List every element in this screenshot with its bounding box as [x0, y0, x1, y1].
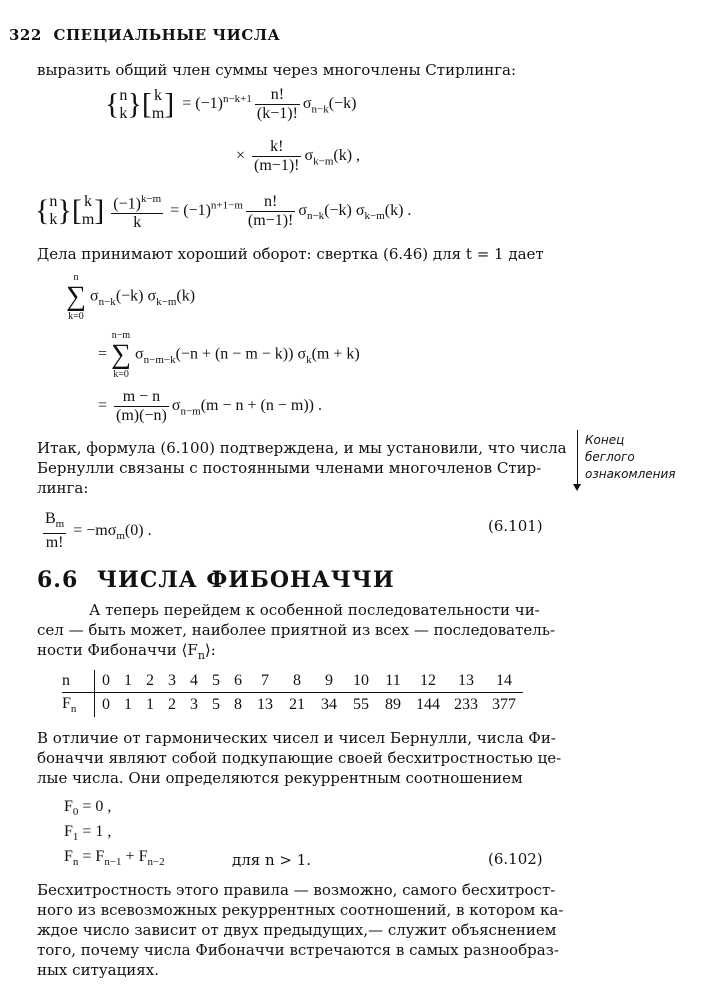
paragraph-final — [37, 880, 563, 980]
equation-stirling-1: {n k}[ k $m] = (-1)^{n-k+1}$ $\frac{n!}{(k-1)!}$ $\sigma_{n-k}(-k)$ — [105, 86, 357, 122]
margin-note-line: беглого — [585, 450, 635, 464]
equation-sum-3: = $\frac{m - n}{(m)(-n)}$ $\sigma_{n-m}(m - n + (n - m))$ . — [98, 388, 322, 424]
running-title: СПЕЦИАЛЬНЫЕ ЧИСЛА — [53, 26, 281, 44]
equation-stirling-3: {n k}[ k m] $\frac{(-1)^{k-m}}{k}$ = $(-1)^{n+1-m}$ $\frac{n!}{(m-1)!}$ $\sigma_{n-k}(-k)$ $\sigma_{k-m}(k)$ . — [35, 190, 411, 232]
paragraph-line: Итак, формула (6.100) подтверждена, и мы установили, что числа — [37, 439, 567, 457]
equation-number: (6.101) — [488, 517, 543, 535]
equation-stirling-2: × $\frac{k!}{(m-1)!}$ $\sigma_{k-m}(k)$ , — [236, 138, 361, 174]
section-heading — [37, 567, 395, 593]
paragraph-line: ности Фибоначчи $⟨F_n⟩$: — [37, 641, 216, 662]
running-head — [9, 26, 280, 44]
paragraph-after-table — [37, 728, 561, 788]
intro-line: выразить общий член суммы через многочлены Стирлинга: — [37, 61, 517, 79]
equation-6-101: $\frac{B_m}{m!}$ = $-m\sigma_m(0)$ . — [45, 510, 152, 552]
page-number: 322 — [9, 26, 42, 44]
paragraph-line: Бернулли связаны с постоянными членами многочленов Стир- — [37, 459, 542, 477]
equation-sum-2: = n−m ∑ k=0 $\sigma_{n-m-k}(-n + (n - m - k)) \sigma_k(m + k)$ — [98, 330, 360, 380]
equation-f1: $F_1 = 1$ , — [64, 823, 112, 844]
margin-note-rule — [577, 430, 578, 486]
table-row-label-f: $F_n$ — [62, 693, 95, 718]
fibonacci-table: n 0 1 2 3 4 5 6 7 8 9 10 11 12 13 14 $F_n$ 0 1 1 2 3 5 8 13 21 34 55 89 144 233 377 — [62, 670, 523, 717]
paragraph-line: боначчи являют собой подкупающие своей бесхитростностью це- — [37, 749, 562, 767]
equation-sum-1: n ∑ k=0 $\sigma_{n-k}(-k)$ $\sigma_{k-m}(k)$ — [66, 272, 196, 322]
paragraph-line: линга: — [37, 479, 89, 497]
margin-note-line: ознакомления — [585, 467, 676, 481]
paragraph-line: Бесхитростность этого правила — возможно, самого бесхитрост- — [37, 881, 556, 899]
paragraph-line: лые числа. Они определяются рекуррентным соотношением — [37, 769, 523, 787]
section-title: ЧИСЛА ФИБОНАЧЧИ — [96, 567, 395, 593]
equation-number: (6.102) — [488, 850, 543, 868]
paragraph-section — [37, 600, 555, 666]
paragraph-line: ных ситуациях. — [37, 961, 159, 979]
paragraph-line: В отличие от гармонических чисел и чисел Бернулли, числа Фи- — [37, 729, 556, 747]
paragraph-line: ждое число зависит от двух предыдущих,— служит объяснением — [37, 921, 557, 939]
margin-note — [575, 428, 675, 492]
paragraph-good-turn: Дела принимают хороший оборот: свертка (6.46) для t = 1 дает — [37, 245, 544, 263]
margin-note-line: Конец — [585, 433, 625, 447]
equation-f0: $F_0 = 0$ , — [64, 798, 112, 819]
paragraph-line: сел — быть может, наиболее приятной из всех — последователь- — [37, 621, 556, 639]
paragraph-confirmed — [37, 438, 567, 498]
paragraph-line: А теперь перейдем к особенной последовательности чи- — [89, 601, 540, 619]
paragraph-line: ного из всевозможных рекуррентных соотношений, в котором ка- — [37, 901, 564, 919]
section-number: 6.6 — [37, 567, 79, 593]
paragraph-line: того, почему числа Фибоначчи встречаются в самых разнообраз- — [37, 941, 559, 959]
arrow-down-icon — [573, 484, 581, 491]
table-row-label-n: n — [62, 670, 95, 693]
equation-condition: для n > 1. — [232, 851, 312, 869]
equation-fn: $F_n = F_{n-1} + F_{n-2}$ — [64, 848, 165, 869]
